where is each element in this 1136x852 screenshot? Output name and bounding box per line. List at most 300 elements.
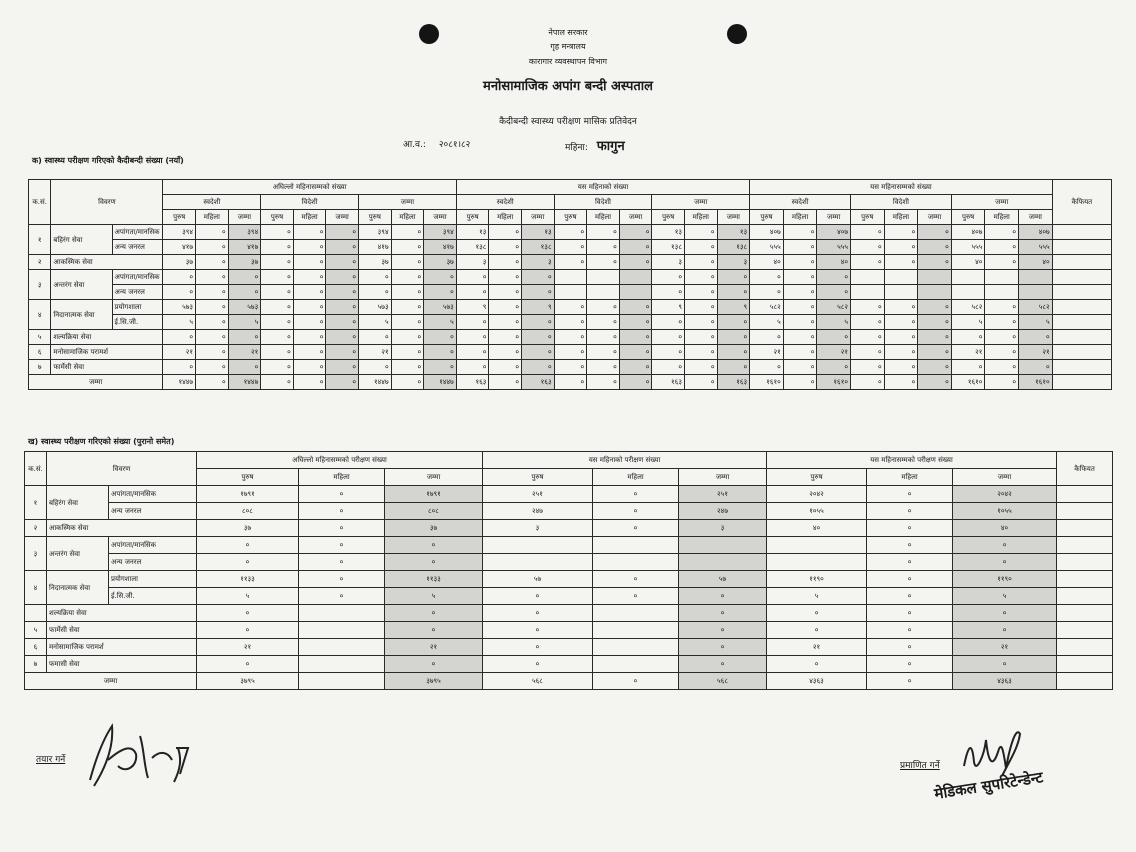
value-cell: ० [299, 520, 385, 537]
value-cell: ० [196, 315, 229, 330]
value-cell: ३ [456, 255, 489, 270]
col-header: महिला [985, 210, 1019, 225]
value-cell: ० [951, 330, 985, 345]
value-cell: ४१७ [424, 240, 457, 255]
col-header: पुरुष [261, 210, 294, 225]
row-sn: २ [25, 520, 47, 537]
value-cell: ० [918, 360, 952, 375]
value-cell: ० [326, 240, 359, 255]
value-cell: ० [593, 520, 679, 537]
row-service: निदानात्मक सेवा [51, 300, 112, 330]
col-header: महिला [867, 469, 953, 486]
value-cell: २१ [197, 639, 299, 656]
value-cell: ० [299, 486, 385, 503]
value-cell: ० [684, 255, 717, 270]
value-cell: ५७ [483, 571, 593, 588]
value-cell: १४४७ [424, 375, 457, 390]
value-cell: ४०७ [817, 225, 851, 240]
value-cell: ० [750, 360, 784, 375]
col-remarks-header: कैफियत [1057, 452, 1113, 486]
table-row [29, 360, 1112, 375]
value-cell: ५६८ [679, 673, 767, 690]
value-cell: ० [385, 554, 483, 571]
table-row [29, 240, 1112, 255]
value-cell [1019, 285, 1053, 300]
value-cell: १३ [522, 225, 555, 240]
col-desc-header: विवरण [51, 180, 163, 225]
value-cell: ० [587, 345, 620, 360]
value-cell: ० [783, 375, 817, 390]
month [565, 136, 625, 154]
value-cell: ० [985, 360, 1019, 375]
col-header: पुरुष [197, 469, 299, 486]
value-cell: ५ [817, 315, 851, 330]
value-cell: ० [293, 345, 326, 360]
value-cell: ४० [767, 520, 867, 537]
month-value: फागुन [596, 139, 625, 154]
hospital-name: मनोसामाजिक अपांग बन्दी अस्पताल [483, 79, 653, 94]
value-cell: ० [293, 270, 326, 285]
value-cell [587, 285, 620, 300]
value-cell: १३ [652, 225, 685, 240]
gov-line: नेपाल सरकार [548, 28, 588, 37]
value-cell: ० [783, 225, 817, 240]
value-cell: ४१७ [228, 240, 261, 255]
value-cell: ५ [953, 588, 1057, 605]
value-cell: १७९१ [385, 486, 483, 503]
value-cell: ० [918, 255, 952, 270]
value-cell: ० [867, 554, 953, 571]
value-cell: ० [483, 639, 593, 656]
value-cell: ० [326, 285, 359, 300]
value-cell [985, 270, 1019, 285]
table-row [25, 537, 1113, 554]
value-cell: २४७ [483, 503, 593, 520]
value-cell: २०४२ [767, 486, 867, 503]
col-header: जम्मा [918, 210, 952, 225]
value-cell: ० [299, 537, 385, 554]
group-header: अघिल्लो महिनासम्मको संख्या [163, 180, 456, 195]
value-cell: १३ [456, 225, 489, 240]
value-cell: ० [587, 330, 620, 345]
total-label: जम्मा [29, 375, 163, 390]
value-cell: ० [489, 240, 522, 255]
value-cell [918, 285, 952, 300]
value-cell: ० [717, 315, 750, 330]
prepared-by-signature [82, 708, 197, 790]
value-cell: ० [850, 240, 884, 255]
table-row [25, 503, 1113, 520]
value-cell: ० [867, 588, 953, 605]
value-cell: ० [293, 375, 326, 390]
value-cell: ० [884, 345, 918, 360]
value-cell: ० [489, 330, 522, 345]
value-cell: ० [684, 315, 717, 330]
remarks-cell [1057, 537, 1113, 554]
col-header: जम्मा [1019, 210, 1053, 225]
value-cell: ० [163, 285, 196, 300]
subgroup-header: जम्मा [951, 195, 1052, 210]
value-cell: ० [299, 554, 385, 571]
value-cell: ० [293, 300, 326, 315]
value-cell [619, 285, 652, 300]
remarks-cell [1057, 588, 1113, 605]
value-cell: ० [391, 285, 424, 300]
value-cell: ० [456, 270, 489, 285]
subgroup-header: जम्मा [652, 195, 750, 210]
remarks-cell [1057, 639, 1113, 656]
value-cell: २५१ [679, 486, 767, 503]
value-cell: ० [522, 285, 555, 300]
value-cell: ० [867, 503, 953, 520]
value-cell: ० [424, 270, 457, 285]
value-cell: ० [593, 571, 679, 588]
value-cell: ५ [767, 588, 867, 605]
ministry-line: गृह मन्त्रालय [550, 42, 586, 51]
value-cell: ४३६३ [767, 673, 867, 690]
value-cell [593, 605, 679, 622]
value-cell: ० [884, 360, 918, 375]
value-cell: ० [953, 656, 1057, 673]
value-cell: ९ [717, 300, 750, 315]
value-cell: ० [359, 285, 392, 300]
value-cell: ० [684, 240, 717, 255]
value-cell: ० [918, 375, 952, 390]
value-cell [619, 270, 652, 285]
value-cell: ८०८ [385, 503, 483, 520]
value-cell: ० [522, 345, 555, 360]
col-header: महिला [684, 210, 717, 225]
col-header: महिला [196, 210, 229, 225]
value-cell: ५७३ [163, 300, 196, 315]
value-cell: ० [228, 330, 261, 345]
value-cell: ९ [652, 300, 685, 315]
value-cell: ० [196, 345, 229, 360]
value-cell: ५ [1019, 315, 1053, 330]
value-cell: ५ [424, 315, 457, 330]
value-cell: ० [679, 656, 767, 673]
row-sn: ७ [25, 656, 47, 673]
table-row [29, 345, 1112, 360]
col-header: जम्मा [953, 469, 1057, 486]
value-cell: ० [985, 225, 1019, 240]
col-header: पुरुष [483, 469, 593, 486]
value-cell: २१ [767, 639, 867, 656]
value-cell: ५७३ [424, 300, 457, 315]
table1-subheader-row [29, 195, 1112, 210]
value-cell: ० [918, 315, 952, 330]
value-cell: ० [619, 330, 652, 345]
subgroup-header: जम्मा [359, 195, 457, 210]
col-header: महिला [489, 210, 522, 225]
value-cell: ० [767, 656, 867, 673]
value-cell: ० [489, 375, 522, 390]
subgroup-header: स्वदेशी [456, 195, 554, 210]
value-cell: ४० [951, 255, 985, 270]
value-cell: ० [456, 360, 489, 375]
value-cell: ५ [163, 315, 196, 330]
value-cell: ० [850, 300, 884, 315]
value-cell: ० [261, 240, 294, 255]
value-cell [593, 537, 679, 554]
value-cell: ४१७ [163, 240, 196, 255]
value-cell: १४४७ [359, 375, 392, 390]
col-header: जम्मा [385, 469, 483, 486]
value-cell: ० [293, 240, 326, 255]
row-sn: ६ [29, 345, 51, 360]
row-subservice: ई.सि.जी. [112, 315, 163, 330]
value-cell: ० [717, 360, 750, 375]
value-cell: ० [326, 330, 359, 345]
superintendent-title: मेडिकल सुपरिटेन्डेन्ट [933, 768, 1045, 804]
row-subservice: अन्य जनरल [112, 285, 163, 300]
table-row [25, 622, 1113, 639]
total-label: जम्मा [25, 673, 197, 690]
value-cell: ० [985, 330, 1019, 345]
value-cell: १०५५ [953, 503, 1057, 520]
value-cell: ० [299, 588, 385, 605]
value-cell: ० [619, 375, 652, 390]
value-cell: ० [261, 300, 294, 315]
col-header: पुरुष [850, 210, 884, 225]
row-service: अन्तरंग सेवा [51, 270, 112, 300]
subgroup-header: विदेशी [554, 195, 652, 210]
col-header: महिला [299, 469, 385, 486]
value-cell: ० [783, 285, 817, 300]
value-cell: ० [817, 285, 851, 300]
value-cell [299, 639, 385, 656]
value-cell: ० [619, 345, 652, 360]
value-cell: ५ [197, 588, 299, 605]
table2-header-row [25, 452, 1113, 469]
row-service: अन्तरंग सेवा [47, 537, 109, 571]
value-cell: ५७३ [359, 300, 392, 315]
value-cell: ० [261, 255, 294, 270]
subgroup-header: विदेशी [850, 195, 951, 210]
row-sn: ४ [25, 571, 47, 605]
value-cell: ३७ [359, 255, 392, 270]
value-cell [554, 270, 587, 285]
col-header: जम्मा [522, 210, 555, 225]
value-cell: ० [489, 255, 522, 270]
value-cell: ० [867, 639, 953, 656]
value-cell: ० [783, 270, 817, 285]
table-all-examinations [24, 451, 1113, 690]
table-row [29, 270, 1112, 285]
value-cell: ० [293, 315, 326, 330]
value-cell: ० [391, 225, 424, 240]
col-header: महिला [391, 210, 424, 225]
row-sn: ५ [29, 330, 51, 345]
value-cell: ० [554, 240, 587, 255]
value-cell: ५८२ [951, 300, 985, 315]
value-cell: ० [483, 622, 593, 639]
value-cell: ० [783, 255, 817, 270]
value-cell: ० [593, 673, 679, 690]
row-subservice: अपांगता/मानसिक [109, 486, 197, 503]
value-cell: ० [293, 285, 326, 300]
value-cell: ० [197, 605, 299, 622]
col-header: महिला [783, 210, 817, 225]
remarks-cell [1052, 375, 1111, 390]
value-cell: ० [326, 375, 359, 390]
col-header: जम्मा [679, 469, 767, 486]
value-cell: ० [619, 240, 652, 255]
value-cell: २१ [1019, 345, 1053, 360]
table-row [29, 330, 1112, 345]
value-cell: ० [750, 285, 784, 300]
value-cell: ० [293, 225, 326, 240]
value-cell: ० [1019, 330, 1053, 345]
prepared-by-label: तयार गर्ने [36, 755, 66, 765]
value-cell: ० [850, 315, 884, 330]
value-cell: ० [197, 554, 299, 571]
value-cell: १४४७ [228, 375, 261, 390]
value-cell: ० [587, 225, 620, 240]
value-cell: ० [985, 255, 1019, 270]
remarks-cell [1057, 503, 1113, 520]
value-cell: ० [391, 240, 424, 255]
col-header: महिला [293, 210, 326, 225]
row-sn: १ [25, 486, 47, 520]
value-cell: ० [197, 656, 299, 673]
col-header: जम्मा [228, 210, 261, 225]
value-cell: ० [867, 571, 953, 588]
value-cell: ० [652, 345, 685, 360]
row-subservice: प्रयोगशाला [109, 571, 197, 588]
value-cell: २४७ [679, 503, 767, 520]
col-header: महिला [884, 210, 918, 225]
value-cell: ० [163, 270, 196, 285]
value-cell: ० [196, 300, 229, 315]
value-cell: ० [489, 300, 522, 315]
value-cell: ० [197, 537, 299, 554]
value-cell: ० [953, 554, 1057, 571]
row-subservice: अपांगता/मानसिक [112, 225, 163, 240]
row-service: मनोसामाजिक परामर्श [51, 345, 163, 360]
value-cell: ० [593, 588, 679, 605]
row-service: फमासी सेवा [47, 656, 197, 673]
value-cell: ० [684, 345, 717, 360]
value-cell: ० [867, 537, 953, 554]
value-cell: ० [228, 360, 261, 375]
remarks-cell [1052, 360, 1111, 375]
value-cell [679, 537, 767, 554]
value-cell: ० [717, 270, 750, 285]
table-row [25, 571, 1113, 588]
value-cell: ० [619, 360, 652, 375]
value-cell: ० [554, 315, 587, 330]
value-cell: ० [867, 656, 953, 673]
col-header: पुरुष [750, 210, 784, 225]
remarks-cell [1052, 255, 1111, 270]
value-cell: ० [522, 270, 555, 285]
value-cell [884, 285, 918, 300]
value-cell: ३ [522, 255, 555, 270]
certified-by-label: प्रमाणित गर्ने [900, 761, 940, 771]
value-cell: ५ [359, 315, 392, 330]
value-cell: ० [884, 375, 918, 390]
row-service: आकस्मिक सेवा [47, 520, 197, 537]
value-cell: ० [587, 315, 620, 330]
value-cell: ० [953, 605, 1057, 622]
value-cell: ० [985, 375, 1019, 390]
value-cell [299, 673, 385, 690]
value-cell: ४० [1019, 255, 1053, 270]
value-cell: ० [619, 300, 652, 315]
value-cell: ३९४ [163, 225, 196, 240]
value-cell: ० [554, 360, 587, 375]
value-cell: १३८ [652, 240, 685, 255]
value-cell [884, 270, 918, 285]
value-cell [593, 639, 679, 656]
value-cell [554, 285, 587, 300]
table-row [25, 486, 1113, 503]
value-cell: ० [767, 605, 867, 622]
value-cell: ० [228, 270, 261, 285]
row-sn: १ [29, 225, 51, 255]
remarks-cell [1052, 330, 1111, 345]
value-cell: ० [359, 330, 392, 345]
col-remarks-header: कैफियत [1052, 180, 1111, 225]
value-cell [593, 622, 679, 639]
value-cell: ० [385, 622, 483, 639]
value-cell: ० [850, 255, 884, 270]
value-cell: ० [717, 285, 750, 300]
value-cell [299, 622, 385, 639]
value-cell: ० [489, 360, 522, 375]
value-cell: ० [196, 240, 229, 255]
value-cell: ० [684, 330, 717, 345]
value-cell: २१ [163, 345, 196, 360]
row-sn [25, 605, 47, 622]
table-row [25, 588, 1113, 605]
value-cell: ० [783, 330, 817, 345]
value-cell: १७९१ [197, 486, 299, 503]
value-cell: ० [424, 345, 457, 360]
group-header: यस महिनाको संख्या [456, 180, 749, 195]
value-cell: ० [391, 300, 424, 315]
group-header: यस महिनाको परीक्षण संख्या [483, 452, 767, 469]
remarks-cell [1057, 656, 1113, 673]
report-title: कैदीबन्दी स्वास्थ्य परीक्षण मासिक प्रतिवेदन [499, 117, 637, 127]
value-cell [679, 554, 767, 571]
row-service: निदानात्मक सेवा [47, 571, 109, 605]
value-cell: ५५५ [951, 240, 985, 255]
value-cell: ० [483, 588, 593, 605]
value-cell: ५७३ [228, 300, 261, 315]
remarks-cell [1052, 240, 1111, 255]
value-cell: ० [679, 622, 767, 639]
value-cell: ३७ [163, 255, 196, 270]
value-cell: ४१७ [359, 240, 392, 255]
value-cell: ८०८ [197, 503, 299, 520]
value-cell [918, 270, 952, 285]
value-cell: १६३ [456, 375, 489, 390]
col-sn-header: क.सं. [29, 180, 51, 225]
value-cell: ० [652, 285, 685, 300]
row-sn: ४ [29, 300, 51, 330]
value-cell: ० [679, 605, 767, 622]
table-row [29, 285, 1112, 300]
table-row [29, 225, 1112, 240]
value-cell: ० [783, 360, 817, 375]
value-cell: ० [391, 270, 424, 285]
value-cell: ५८२ [1019, 300, 1053, 315]
value-cell: ० [261, 285, 294, 300]
value-cell: १६३ [522, 375, 555, 390]
value-cell [767, 554, 867, 571]
